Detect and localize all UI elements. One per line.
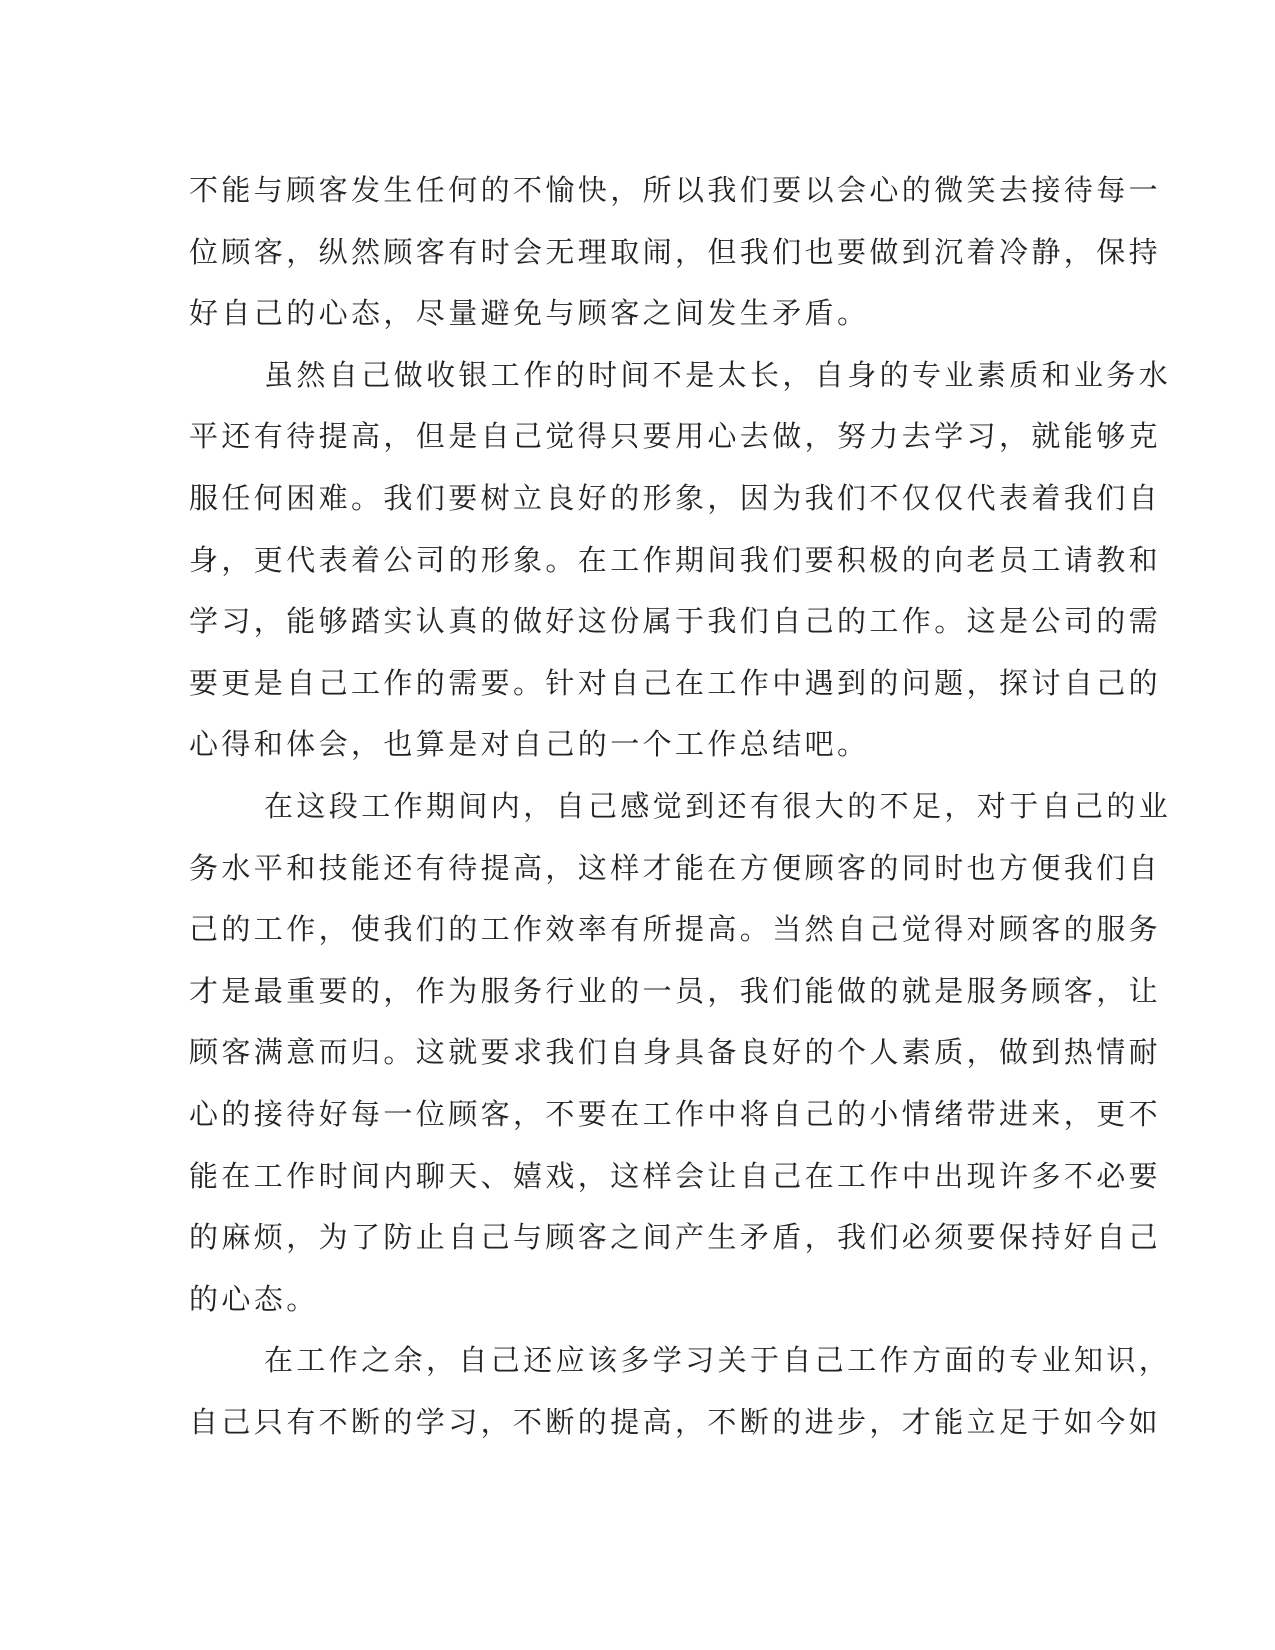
text-line: 服任何困难。我们要树立良好的形象，因为我们不仅仅代表着我们自 <box>189 480 1162 515</box>
text-line: 心得和体会，也算是对自己的一个工作总结吧。 <box>189 727 870 762</box>
text-line: 的心态。 <box>189 1281 319 1316</box>
text-line: 的麻烦，为了防止自己与顾客之间产生矛盾，我们必须要保持好自己 <box>189 1220 1162 1255</box>
paragraph-1 <box>189 160 1162 345</box>
text-line: 顾客满意而归。这就要求我们自身具备良好的个人素质，做到热情耐 <box>189 1035 1162 1070</box>
text-line: 不能与顾客发生任何的不愉快，所以我们要以会心的微笑去接待每一 <box>189 173 1162 207</box>
text-line: 好自己的心态，尽量避免与顾客之间发生矛盾。 <box>189 296 870 331</box>
document-body <box>189 160 1172 1453</box>
text-line: 务水平和技能还有待提高，这样才能在方便顾客的同时也方便我们自 <box>189 850 1162 885</box>
text-line: 己的工作，使我们的工作效率有所提高。当然自己觉得对顾客的服务 <box>189 912 1162 947</box>
text-line: 平还有待提高，但是自己觉得只要用心去做，努力去学习，就能够克 <box>189 419 1162 454</box>
text-line: 在工作之余，自己还应该多学习关于自己工作方面的专业知识， <box>264 1343 1172 1378</box>
paragraph-2 <box>189 345 1172 776</box>
text-line: 能在工作时间内聊天、嬉戏，这样会让自己在工作中出现许多不必要 <box>189 1158 1162 1193</box>
text-line: 心的接待好每一位顾客，不要在工作中将自己的小情绪带进来，更不 <box>189 1096 1162 1131</box>
text-line: 自己只有不断的学习，不断的提高，不断的进步，才能立足于如今如 <box>189 1404 1162 1439</box>
text-line: 在这段工作期间内，自己感觉到还有很大的不足，对于自己的业 <box>264 788 1172 823</box>
text-line: 学习，能够踏实认真的做好这份属于我们自己的工作。这是公司的需 <box>189 604 1162 639</box>
text-line: 要更是自己工作的需要。针对自己在工作中遇到的问题，探讨自己的 <box>189 665 1162 700</box>
text-line: 身，更代表着公司的形象。在工作期间我们要积极的向老员工请教和 <box>189 542 1162 577</box>
paragraph-4 <box>189 1330 1172 1453</box>
text-line: 虽然自己做收银工作的时间不是太长，自身的专业素质和业务水 <box>264 357 1172 392</box>
text-line: 位顾客，纵然顾客有时会无理取闹，但我们也要做到沉着冷静，保持 <box>189 234 1162 269</box>
paragraph-3 <box>189 776 1172 1330</box>
text-line: 才是最重要的，作为服务行业的一员，我们能做的就是服务顾客，让 <box>189 973 1162 1008</box>
